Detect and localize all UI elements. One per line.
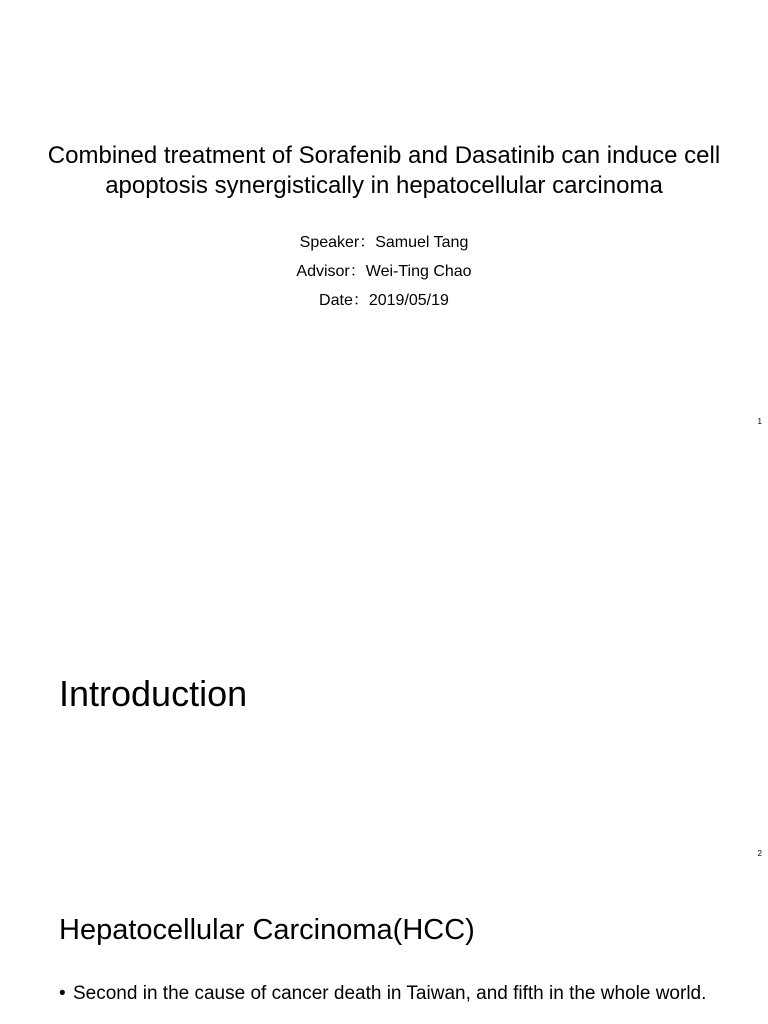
slide-title: Combined treatment of Sorafenib and Dasatinib can induce cell apoptosis synergistically in hepatocellular carcinoma [47,142,721,199]
bullet-list [59,982,709,1006]
slide-heading: Hepatocellular Carcinoma(HCC) [59,914,475,946]
slide-1 [0,0,768,432]
date-line: Date：2019/05/19 [319,292,449,309]
bullet-text: Second in the cause of cancer death in Taiwan, and fifth in the whole world. [73,983,707,1004]
bullet-icon: • [59,983,66,1004]
speaker-line: Speaker：Samuel Tang [299,234,469,251]
slide-number: 2 [757,849,762,858]
presentation-meta [0,228,768,315]
slide-2 [0,432,768,864]
slide-number: 1 [757,417,762,426]
advisor-line: Advisor：Wei-Ting Chao [296,263,472,280]
section-title: Introduction [59,673,248,714]
bullet-item [59,982,709,1006]
slide-3 [0,864,768,1024]
